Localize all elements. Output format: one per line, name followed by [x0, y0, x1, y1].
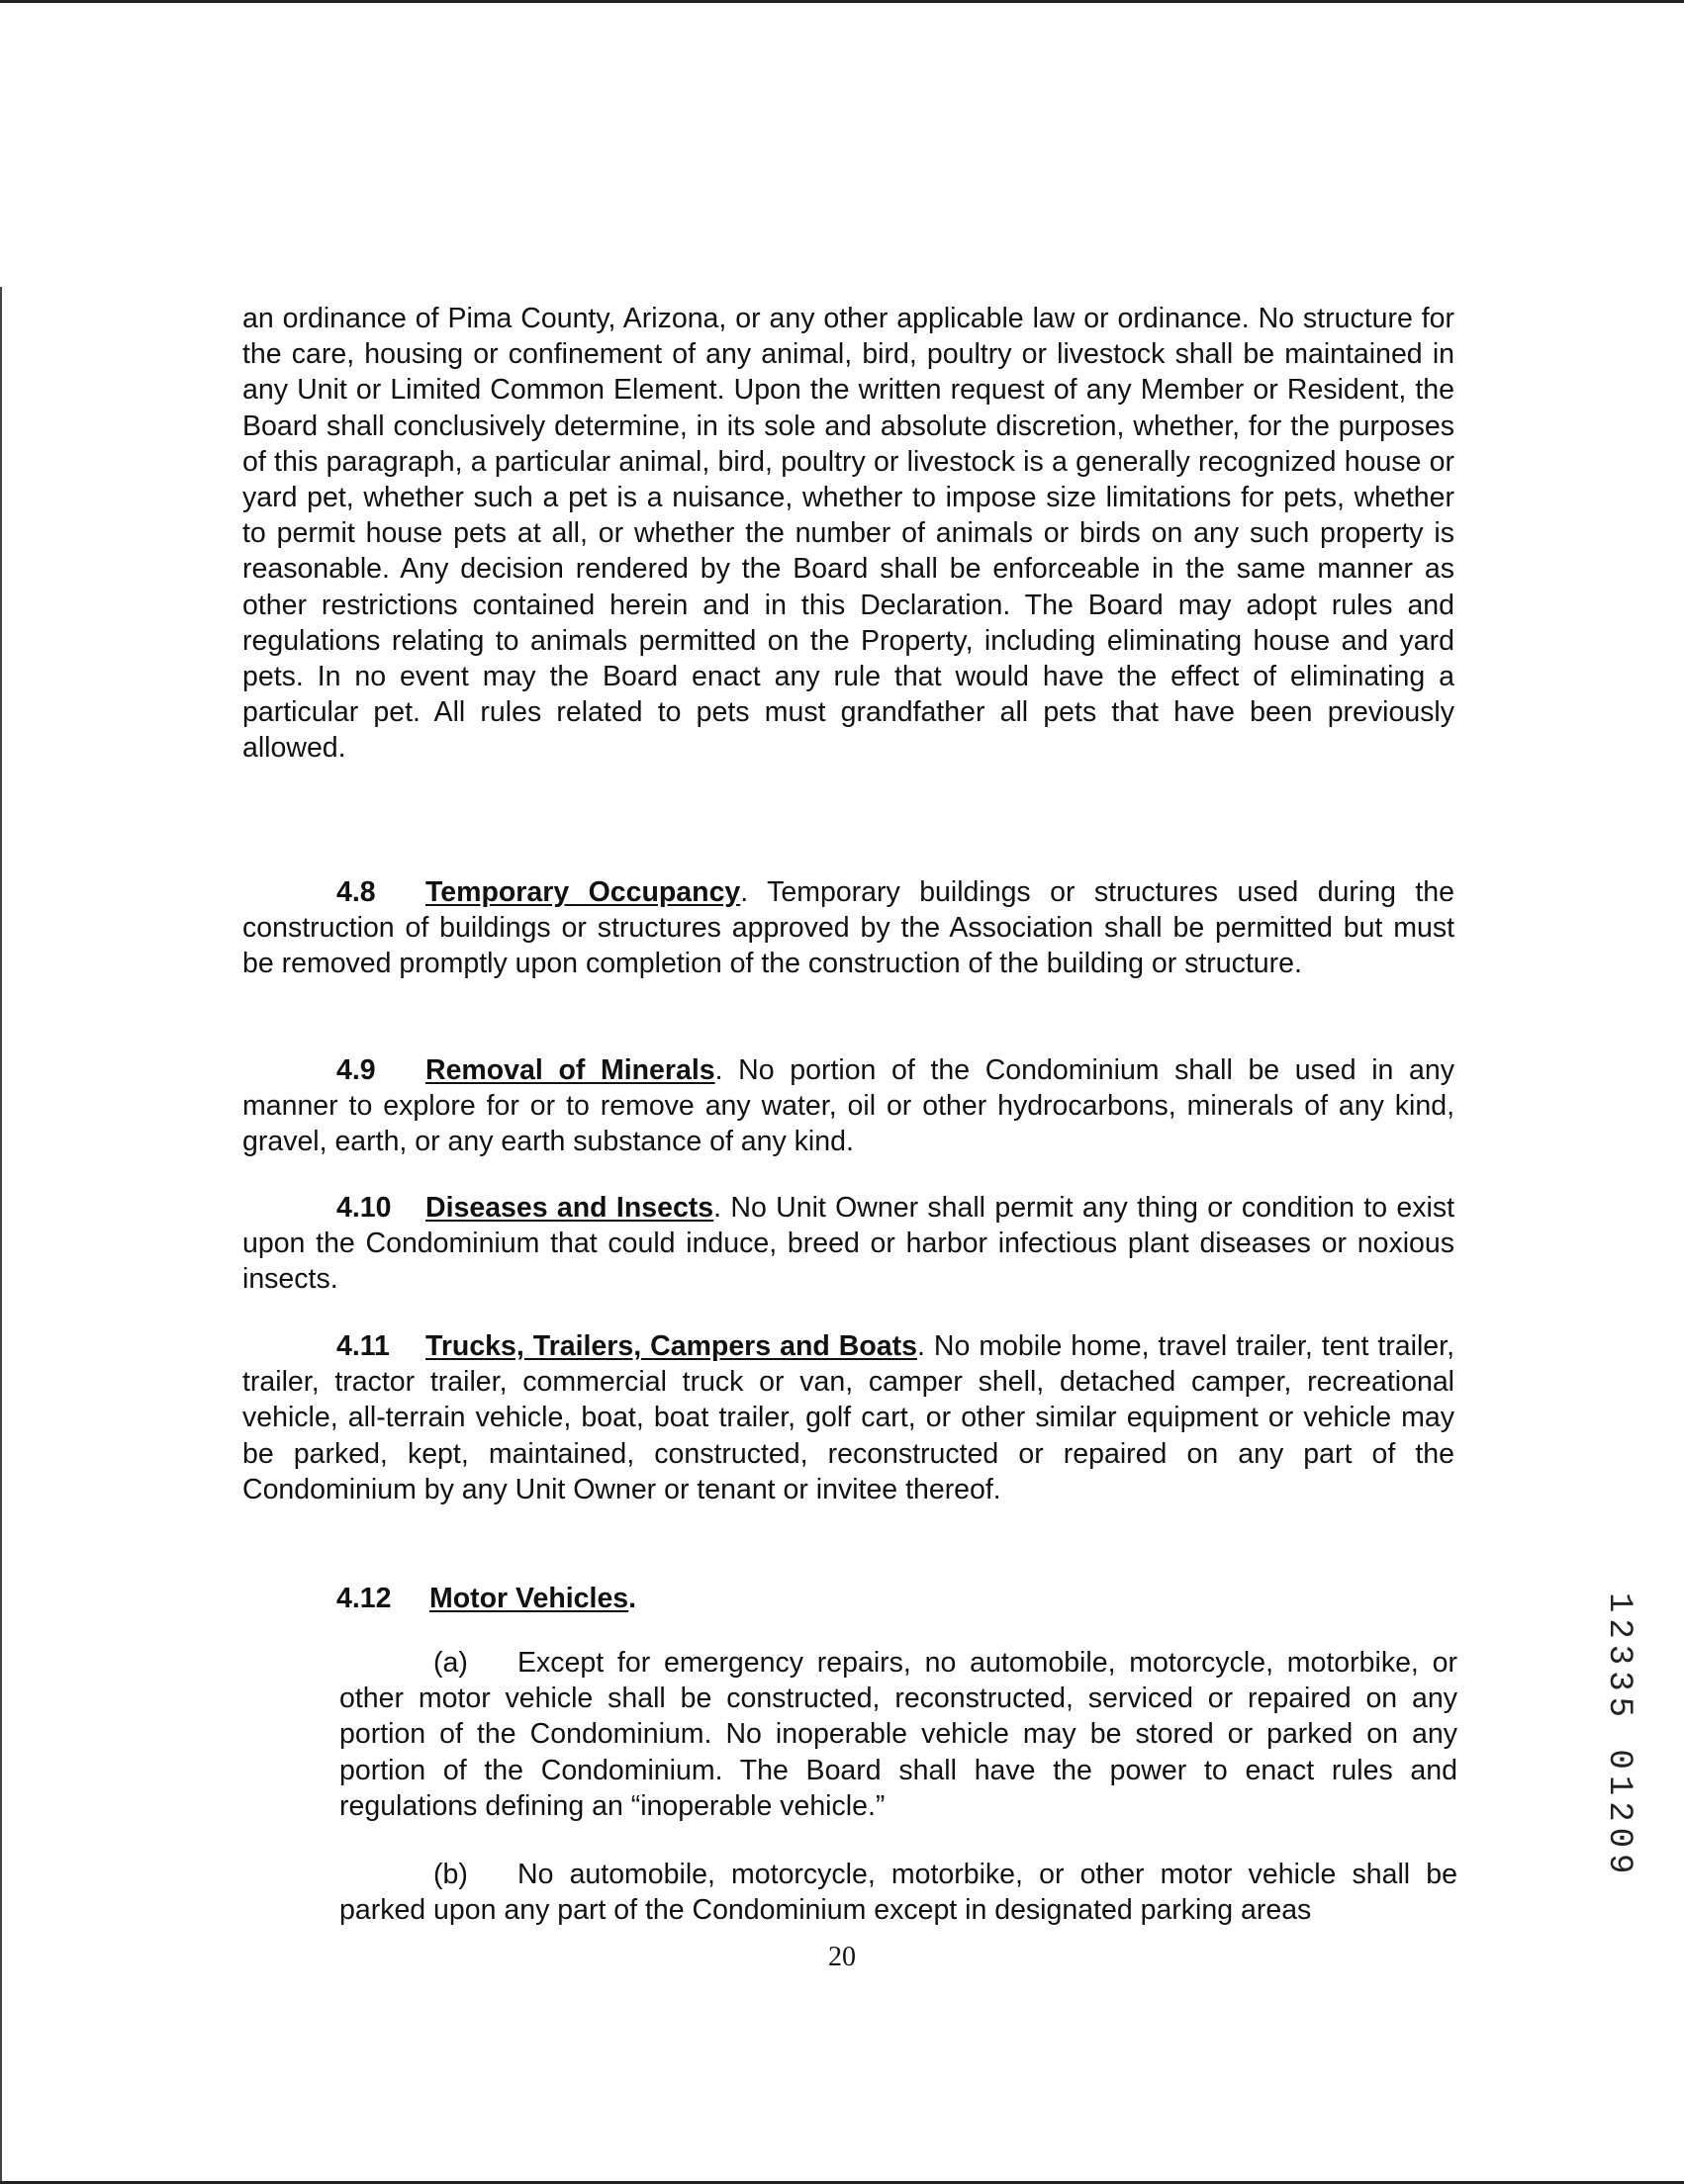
- section-body: . Temporary buildings or structures used during the construction of buildings or structures approved by the Association shall be permitted but must be removed promptly upon completion of the construction of the building or structure.: [242, 876, 1454, 980]
- section-title: Trucks, Trailers, Campers and Boats: [425, 1330, 917, 1362]
- section-title: Removal of Minerals: [425, 1054, 715, 1086]
- section-4-11: [242, 1328, 1454, 1507]
- section-body: . No portion of the Condominium shall be used in any manner to explore for or to remove any water, oil or other hydrocarbons, minerals of any kind, gravel, earth, or any earth substance of any kind.: [242, 1054, 1455, 1158]
- section-title: Motor Vehicles: [429, 1583, 629, 1614]
- section-number: 4.10: [336, 1192, 392, 1224]
- subsection-body: No automobile, motorcycle, motorbike, or other motor vehicle shall be parked upon any part of the Condominium except in designated parking areas: [339, 1859, 1457, 1927]
- subsection-label: (b): [433, 1859, 468, 1890]
- subsection-b: [339, 1857, 1457, 1928]
- section-number: 4.12: [336, 1583, 392, 1614]
- section-title: Temporary Occupancy: [425, 876, 741, 908]
- section-body: .: [628, 1583, 637, 1614]
- section-body: . No mobile home, travel trailer, tent trailer, trailer, tractor trailer, commercial truck or van, camper shell, detached camper, recreational vehicle, all-terrain vehicle, boat, boat trailer, golf cart, or other similar equipment or vehicle may be parked, kept, maintained, constructed, reconstructed or repaired on any part of the Condominium by any Unit Owner or tenant or invitee thereof.: [242, 1330, 1454, 1505]
- recording-stamp: [1600, 1592, 1667, 1880]
- left-border-line: [0, 287, 2, 2184]
- intro-paragraph: an ordinance of Pima County, Arizona, or any other applicable law or ordinance. No structure for the care, housing or confinement of any animal, bird, poultry or livestock shall be maintained in any Unit or Limited Common Element. Upon the written request of any Member or Resident, the Board shall conclusively determine, in its sole and absolute discretion, whether, for the purposes of this paragraph, a particular animal, bird, poultry or livestock is a generally recognized house or yard pet, whether such a pet is a nuisance, whether to impose size limitations for pets, whether to permit house pets at all, or whether the number of animals or birds on any such property is reasonable. Any decision rendered by the Board shall be enforceable in the same manner as other restrictions contained herein and in this Declaration. The Board may adopt rules and regulations relating to animals permitted on the Property, including eliminating house and yard pets. In no event may the Board enact any rule that would have the effect of eliminating a particular pet. All rules related to pets must grandfather all pets that have been previously allowed.: [242, 303, 1454, 765]
- subsection-a: [339, 1645, 1457, 1824]
- section-number: 4.9: [336, 1054, 376, 1086]
- section-4-9: [242, 1052, 1454, 1160]
- page-number: 20: [828, 1942, 856, 1972]
- section-4-10: [242, 1190, 1454, 1298]
- section-title: Diseases and Insects: [425, 1192, 714, 1224]
- section-number: 4.11: [336, 1330, 390, 1362]
- section-number: 4.8: [336, 876, 376, 908]
- subsection-body: Except for emergency repairs, no automobile, motorcycle, motorbike, or other motor vehicle shall be constructed, reconstructed, serviced or repaired on any portion of the Condominium. No inoperable vehicle may be stored or parked on any portion of the Condominium. The Board shall have the power to enact rules and regulations defining an “inoperable vehicle.”: [339, 1647, 1457, 1822]
- section-body: . No Unit Owner shall permit any thing or condition to exist upon the Condominium that could induce, breed or harbor infectious plant diseases or noxious insects.: [242, 1192, 1454, 1296]
- section-4-8: [242, 874, 1454, 982]
- top-border-line: [0, 0, 1684, 3]
- section-4-12: [242, 1581, 1454, 1616]
- subsection-label: (a): [433, 1647, 468, 1679]
- recording-stamp-text: 12335 01209: [1600, 1592, 1637, 1880]
